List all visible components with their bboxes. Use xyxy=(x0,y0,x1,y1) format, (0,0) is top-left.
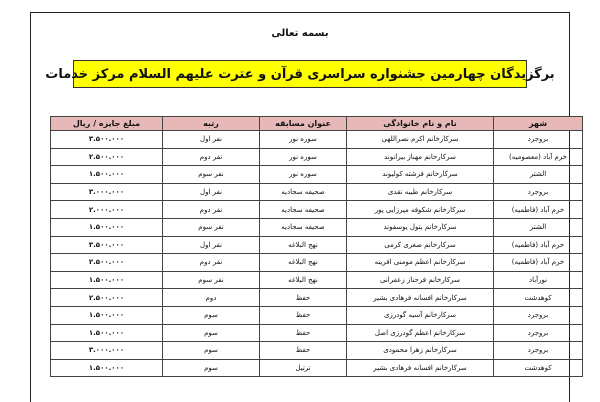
cell-city: بروجرد xyxy=(494,342,583,360)
cell-rank: سوم xyxy=(163,324,260,342)
cell-name: سرکارخانم طیبه نقدی xyxy=(347,183,494,201)
table-row xyxy=(51,131,583,149)
cell-name: سرکارخانم مهناز بیرانوند xyxy=(347,148,494,166)
column-header-rank: رتبه xyxy=(163,117,260,131)
cell-prize: ۱.۵۰۰.۰۰۰ xyxy=(51,271,163,289)
cell-name: سرکارخانم اکرم نصراللهی xyxy=(347,131,494,149)
table-row xyxy=(51,289,583,307)
cell-rank: سوم xyxy=(163,359,260,377)
cell-title: صحیفه سجادیه xyxy=(260,218,347,236)
cell-prize: ۲.۵۰۰.۰۰۰ xyxy=(51,289,163,307)
banner-title: برگزیدگان چهارمین جشنواره سراسری قرآن و عترت علیهم السلام مرکز خدمات xyxy=(73,60,527,88)
cell-name: سرکارخانم صغری کرمی xyxy=(347,236,494,254)
cell-city: خرم آباد (فاطمیه) xyxy=(494,254,583,272)
cell-prize: ۳.۰۰۰.۰۰۰ xyxy=(51,342,163,360)
cell-prize: ۱.۵۰۰.۰۰۰ xyxy=(51,324,163,342)
table-header-row xyxy=(51,117,583,131)
cell-title: حفظ xyxy=(260,306,347,324)
cell-rank: نفر دوم xyxy=(163,254,260,272)
cell-title: صحیفه سجادیه xyxy=(260,201,347,219)
table-row xyxy=(51,254,583,272)
cell-title: حفظ xyxy=(260,289,347,307)
winners-table xyxy=(50,116,583,377)
table-row xyxy=(51,148,583,166)
cell-city: خرم آباد (معصومیه) xyxy=(494,148,583,166)
cell-title: نهج البلاغه xyxy=(260,236,347,254)
cell-prize: ۱.۵۰۰.۰۰۰ xyxy=(51,306,163,324)
cell-title: حفظ xyxy=(260,342,347,360)
table-row xyxy=(51,306,583,324)
cell-city: بروجرد xyxy=(494,183,583,201)
cell-prize: ۳.۰۰۰.۰۰۰ xyxy=(51,183,163,201)
cell-city: خرم آباد (فاطمیه) xyxy=(494,201,583,219)
cell-rank: سوم xyxy=(163,342,260,360)
cell-prize: ۳.۵۰۰.۰۰۰ xyxy=(51,131,163,149)
cell-prize: ۱.۵۰۰.۰۰۰ xyxy=(51,218,163,236)
cell-city: کوهدشت xyxy=(494,359,583,377)
cell-prize: ۳.۵۰۰.۰۰۰ xyxy=(51,236,163,254)
cell-name: سرکارخانم فرشته کولیوند xyxy=(347,166,494,184)
table-row xyxy=(51,342,583,360)
column-header-city: شهر xyxy=(494,117,583,131)
cell-prize: ۱.۵۰۰.۰۰۰ xyxy=(51,359,163,377)
cell-rank: نفر سوم xyxy=(163,166,260,184)
cell-city: کوهدشت xyxy=(494,289,583,307)
cell-name: سرکارخانم فرحناز زعفرانی xyxy=(347,271,494,289)
cell-rank: سوم xyxy=(163,306,260,324)
cell-city: نورآباد xyxy=(494,271,583,289)
column-header-prize: مبلغ جایزه / ریال xyxy=(51,117,163,131)
cell-rank: نفر دوم xyxy=(163,201,260,219)
cell-name: سرکارخانم افسانه فرهادی بشیر xyxy=(347,289,494,307)
cell-name: سرکارخانم بتول یوسفوند xyxy=(347,218,494,236)
cell-title: سوره نور xyxy=(260,166,347,184)
table-row xyxy=(51,183,583,201)
cell-prize: ۲.۵۰۰.۰۰۰ xyxy=(51,254,163,272)
table-row xyxy=(51,201,583,219)
cell-prize: ۱.۵۰۰.۰۰۰ xyxy=(51,166,163,184)
cell-name: سرکارخانم افسانه فرهادی بشیر xyxy=(347,359,494,377)
column-header-name: نام و نام خانوادگی xyxy=(347,117,494,131)
cell-city: بروجرد xyxy=(494,324,583,342)
cell-name: سرکارخانم زهرا محمودی xyxy=(347,342,494,360)
cell-title: حفظ xyxy=(260,324,347,342)
cell-city: الشتر xyxy=(494,166,583,184)
cell-rank: نفر اول xyxy=(163,183,260,201)
cell-city: خرم آباد (فاطمیه) xyxy=(494,236,583,254)
table-row xyxy=(51,236,583,254)
cell-title: نهج البلاغه xyxy=(260,254,347,272)
cell-name: سرکارخانم آسیه گودرزی xyxy=(347,306,494,324)
cell-rank: نفر سوم xyxy=(163,218,260,236)
cell-name: سرکارخانم اعظم مومنی افرینه xyxy=(347,254,494,272)
cell-title: سوره نور xyxy=(260,131,347,149)
table-row xyxy=(51,218,583,236)
cell-rank: نفر دوم xyxy=(163,148,260,166)
cell-city: الشتر xyxy=(494,218,583,236)
table-row xyxy=(51,271,583,289)
table-row xyxy=(51,359,583,377)
top-title: بسمه تعالی xyxy=(271,28,329,39)
cell-rank: نفر سوم xyxy=(163,271,260,289)
cell-name: سرکارخانم شکوفه میرزایی پور xyxy=(347,201,494,219)
cell-rank: نفر اول xyxy=(163,131,260,149)
cell-prize: ۲.۰۰۰.۰۰۰ xyxy=(51,201,163,219)
table-row xyxy=(51,324,583,342)
cell-rank: نفر اول xyxy=(163,236,260,254)
column-header-contest: عنوان مسابقه xyxy=(260,117,347,131)
cell-name: سرکارخانم اعظم گودرزی اصل xyxy=(347,324,494,342)
cell-rank: دوم xyxy=(163,289,260,307)
table-row xyxy=(51,166,583,184)
cell-title: نهج البلاغه xyxy=(260,271,347,289)
cell-prize: ۲.۵۰۰.۰۰۰ xyxy=(51,148,163,166)
cell-title: صحیفه سجادیه xyxy=(260,183,347,201)
cell-city: بروجرد xyxy=(494,131,583,149)
cell-city: بروجرد xyxy=(494,306,583,324)
cell-title: سوره نور xyxy=(260,148,347,166)
cell-title: ترتیل xyxy=(260,359,347,377)
